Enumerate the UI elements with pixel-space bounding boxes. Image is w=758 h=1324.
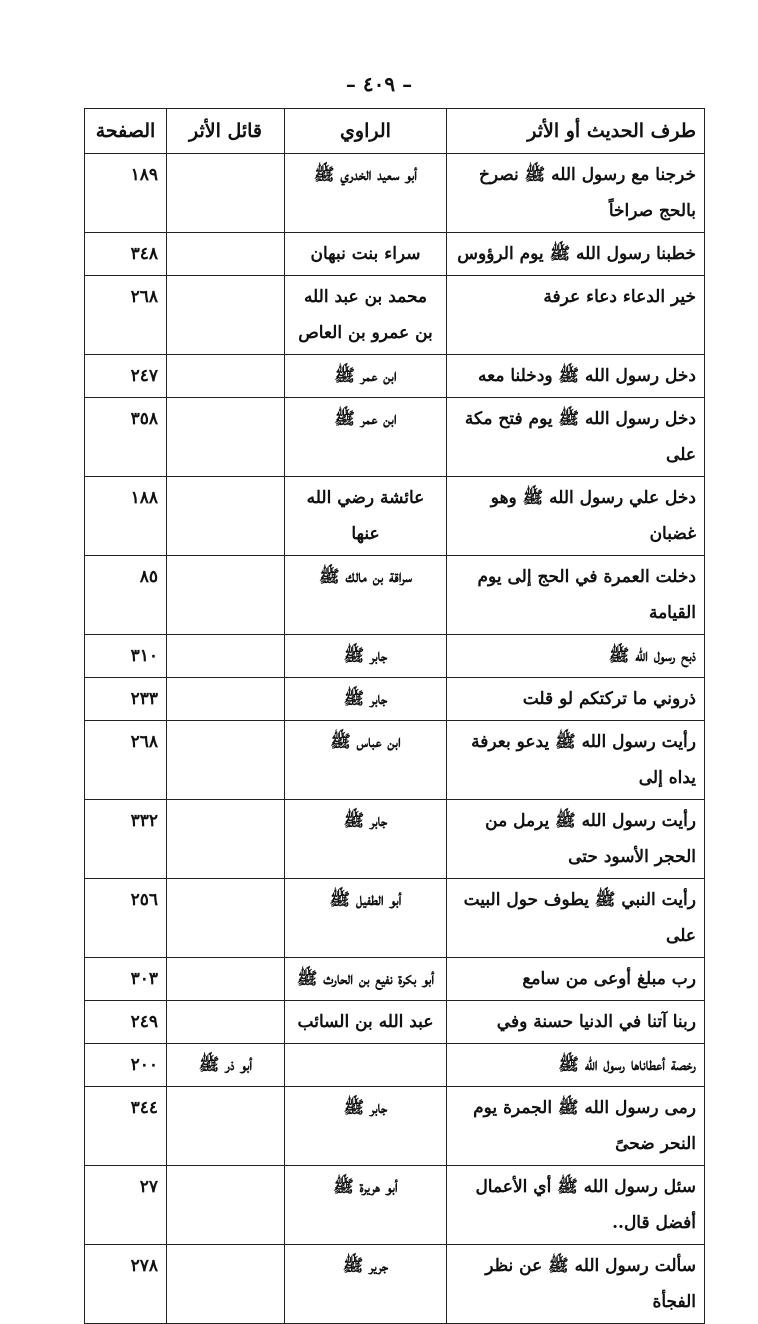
qail-cell [167, 1166, 285, 1245]
rawi-cell: محمد بن عبد الله بن عمرو بن العاص [285, 276, 447, 355]
rawi-cell [285, 1044, 447, 1087]
rawi-cell: جابر ﷺ [285, 800, 447, 879]
hadith-cell: خرجنا مع رسول الله ﷺ نصرخ بالحج صراخاً [447, 154, 705, 233]
table-row [85, 398, 705, 477]
page-cell: ١٨٨ [85, 477, 167, 556]
qail-cell [167, 556, 285, 635]
table-row [85, 635, 705, 678]
qail-cell [167, 1245, 285, 1324]
hadith-cell: سئل رسول الله ﷺ أي الأعمال أفضل قال.. [447, 1166, 705, 1245]
page-number: – ٤٠٩ – [345, 72, 413, 96]
table-row [85, 355, 705, 398]
page-cell: ٢٥٦ [85, 879, 167, 958]
table-row [85, 678, 705, 721]
page-cell: ٣٥٨ [85, 398, 167, 477]
page-cell: ٨٥ [85, 556, 167, 635]
table-row [85, 556, 705, 635]
qail-cell [167, 1001, 285, 1044]
qail-cell [167, 477, 285, 556]
table-row [85, 958, 705, 1001]
qail-cell [167, 958, 285, 1001]
header-page: الصفحة [85, 109, 167, 154]
qail-cell [167, 276, 285, 355]
rawi-cell: جابر ﷺ [285, 678, 447, 721]
table-row [85, 477, 705, 556]
hadith-cell: خير الدعاء دعاء عرفة [447, 276, 705, 355]
page-cell: ٢٠٠ [85, 1044, 167, 1087]
table-row [85, 276, 705, 355]
hadith-cell: رأيت النبي ﷺ يطوف حول البيت على [447, 879, 705, 958]
rawi-cell: أبو بكرة نفيع بن الحارث ﷺ [285, 958, 447, 1001]
table-row [85, 233, 705, 276]
rawi-cell: جرير ﷺ [285, 1245, 447, 1324]
table-header-row [85, 109, 705, 154]
rawi-cell: عائشة رضي الله عنها [285, 477, 447, 556]
page-cell: ٢٦٨ [85, 276, 167, 355]
page-cell: ٣٤٨ [85, 233, 167, 276]
table-row [85, 800, 705, 879]
rawi-cell: جابر ﷺ [285, 1087, 447, 1166]
header-rawi: الراوي [285, 109, 447, 154]
qail-cell [167, 879, 285, 958]
rawi-cell: جابر ﷺ [285, 635, 447, 678]
table-row [85, 879, 705, 958]
table-row [85, 1044, 705, 1087]
qail-cell [167, 635, 285, 678]
table-row [85, 154, 705, 233]
hadith-cell: خطبنا رسول الله ﷺ يوم الرؤوس [447, 233, 705, 276]
rawi-cell: أبو هريرة ﷺ [285, 1166, 447, 1245]
header-hadith: طرف الحديث أو الأثر [447, 109, 705, 154]
qail-cell [167, 800, 285, 879]
qail-cell [167, 233, 285, 276]
qail-cell [167, 154, 285, 233]
page-cell: ١٨٩ [85, 154, 167, 233]
table-row [85, 1001, 705, 1044]
page-cell: ٣٣٢ [85, 800, 167, 879]
header-qail: قائل الأثر [167, 109, 285, 154]
page-cell: ٢٣٣ [85, 678, 167, 721]
rawi-cell: عبد الله بن السائب [285, 1001, 447, 1044]
page-cell: ٢٧ [85, 1166, 167, 1245]
qail-cell [167, 398, 285, 477]
rawi-cell: ابن عمر ﷺ [285, 398, 447, 477]
table-row [85, 721, 705, 800]
qail-cell [167, 355, 285, 398]
rawi-cell: ابن عمر ﷺ [285, 355, 447, 398]
rawi-cell: أبو سعيد الخدري ﷺ [285, 154, 447, 233]
qail-cell [167, 1087, 285, 1166]
table-row [85, 1166, 705, 1245]
hadith-cell: رأيت رسول الله ﷺ يدعو بعرفة يداه إلى [447, 721, 705, 800]
hadith-cell: رأيت رسول الله ﷺ يرمل من الحجر الأسود حتى [447, 800, 705, 879]
page-cell: ٢٤٩ [85, 1001, 167, 1044]
hadith-cell: دخل رسول الله ﷺ ودخلنا معه [447, 355, 705, 398]
table-row [85, 1245, 705, 1324]
page-cell: ٢٦٨ [85, 721, 167, 800]
hadith-cell: رخصة أعطاناها رسول الله ﷺ [447, 1044, 705, 1087]
hadith-cell: رمى رسول الله ﷺ الجمرة يوم النحر ضحىً [447, 1087, 705, 1166]
hadith-cell: ذروني ما تركتكم لو قلت [447, 678, 705, 721]
hadith-index-table [84, 108, 705, 1324]
page-cell: ٢٧٨ [85, 1245, 167, 1324]
page-cell: ٣٤٤ [85, 1087, 167, 1166]
hadith-cell: سألت رسول الله ﷺ عن نظر الفجأة [447, 1245, 705, 1324]
qail-cell [167, 721, 285, 800]
rawi-cell: ابن عباس ﷺ [285, 721, 447, 800]
hadith-cell: دخل رسول الله ﷺ يوم فتح مكة على [447, 398, 705, 477]
hadith-cell: رب مبلغ أوعى من سامع [447, 958, 705, 1001]
hadith-cell: دخلت العمرة في الحج إلى يوم القيامة [447, 556, 705, 635]
hadith-cell: دخل علي رسول الله ﷺ وهو غضبان [447, 477, 705, 556]
hadith-cell: ذبح رسول الله ﷺ [447, 635, 705, 678]
rawi-cell: أبو الطفيل ﷺ [285, 879, 447, 958]
page-cell: ٢٤٧ [85, 355, 167, 398]
page-cell: ٣١٠ [85, 635, 167, 678]
page-cell: ٣٠٣ [85, 958, 167, 1001]
qail-cell [167, 678, 285, 721]
rawi-cell: سراء بنت نبهان [285, 233, 447, 276]
rawi-cell: سراقة بن مالك ﷺ [285, 556, 447, 635]
hadith-cell: ربنا آتنا في الدنيا حسنة وفي [447, 1001, 705, 1044]
table-row [85, 1087, 705, 1166]
qail-cell: أبو ذر ﷺ [167, 1044, 285, 1087]
table-body [85, 154, 705, 1324]
